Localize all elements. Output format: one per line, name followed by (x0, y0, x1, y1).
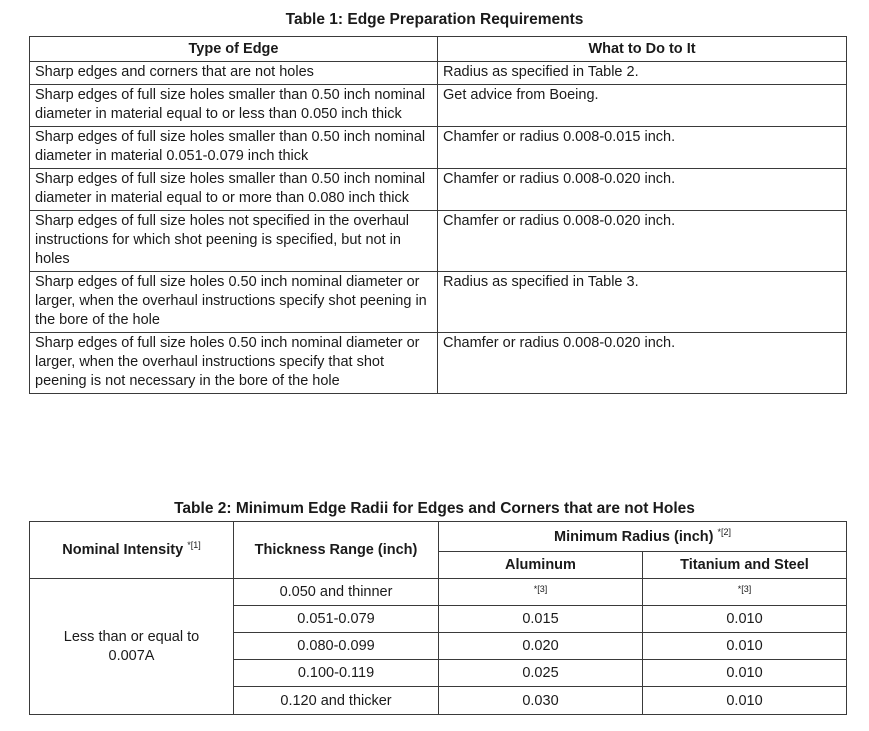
col-header-intensity (30, 522, 234, 579)
footnote-ref: *[1] (187, 540, 201, 550)
edge-type-cell: Sharp edges of full size holes 0.50 inch nominal diameter or larger, when the overhaul instructions specify that shot peening is not necessary in the bore of the hole (30, 333, 438, 394)
action-cell: Radius as specified in Table 2. (438, 62, 847, 85)
col-header-min-radius (439, 522, 847, 552)
intensity-value: Less than or equal to 0.007A (63, 628, 200, 664)
min-radius-header-label: Minimum Radius (inch) (553, 528, 714, 545)
edge-type-cell: Sharp edges of full size holes not specified in the overhaul instructions for which shot peening is specified, but not in holes (30, 211, 438, 272)
table-row (30, 127, 847, 169)
footnote-ref: *[2] (717, 526, 732, 537)
table-row (30, 272, 847, 333)
edge-type-cell: Sharp edges of full size holes 0.50 inch nominal diameter or larger, when the overhaul instructions specify shot peening in the bore of the hole (30, 272, 438, 333)
action-cell: Chamfer or radius 0.008-0.020 inch. (438, 169, 847, 211)
table-row (30, 579, 847, 606)
table-row (30, 85, 847, 127)
edge-type-cell: Sharp edges of full size holes smaller than 0.50 inch nominal diameter in material 0.051-0.079 inch thick (30, 127, 438, 169)
action-cell: Get advice from Boeing. (438, 85, 847, 127)
col-header-thickness: Thickness Range (inch) (234, 522, 439, 579)
table-header-row (30, 37, 847, 62)
aluminum-cell: 0.030 (439, 687, 643, 715)
col-header-aluminum: Aluminum (439, 552, 643, 579)
thickness-cell: 0.120 and thicker (234, 687, 439, 715)
action-cell: Chamfer or radius 0.008-0.020 inch. (438, 211, 847, 272)
aluminum-cell: 0.020 (439, 633, 643, 660)
titanium-cell: 0.010 (643, 606, 847, 633)
col-header-action: What to Do to It (438, 37, 847, 62)
table1-caption: Table 1: Edge Preparation Requirements (285, 11, 584, 28)
aluminum-cell (439, 579, 643, 606)
intensity-header-label: Nominal Intensity (62, 542, 184, 558)
table-header-row (30, 522, 847, 552)
table-row (30, 333, 847, 394)
titanium-cell (643, 579, 847, 606)
edge-preparation-table (29, 36, 847, 394)
table2-caption: Table 2: Minimum Edge Radii for Edges and Corners that are not Holes (174, 500, 695, 517)
action-cell: Radius as specified in Table 3. (438, 272, 847, 333)
intensity-cell (30, 579, 234, 715)
thickness-cell: 0.080-0.099 (234, 633, 439, 660)
aluminum-cell: 0.025 (439, 660, 643, 687)
col-header-titanium: Titanium and Steel (643, 552, 847, 579)
action-cell: Chamfer or radius 0.008-0.020 inch. (438, 333, 847, 394)
edge-type-cell: Sharp edges of full size holes smaller than 0.50 inch nominal diameter in material equal to or less than 0.050 inch thick (30, 85, 438, 127)
footnote-ref: *[3] (533, 584, 548, 594)
aluminum-cell: 0.015 (439, 606, 643, 633)
thickness-cell: 0.050 and thinner (234, 579, 439, 606)
table-row (30, 169, 847, 211)
footnote-ref: *[3] (737, 584, 752, 594)
table-row (30, 62, 847, 85)
thickness-cell: 0.100-0.119 (234, 660, 439, 687)
edge-type-cell: Sharp edges of full size holes smaller than 0.50 inch nominal diameter in material equal to or more than 0.080 inch thick (30, 169, 438, 211)
thickness-cell: 0.051-0.079 (234, 606, 439, 633)
titanium-cell: 0.010 (643, 633, 847, 660)
titanium-cell: 0.010 (643, 660, 847, 687)
edge-type-cell: Sharp edges and corners that are not holes (30, 62, 438, 85)
titanium-cell: 0.010 (643, 687, 847, 715)
action-cell: Chamfer or radius 0.008-0.015 inch. (438, 127, 847, 169)
min-edge-radii-table (29, 521, 847, 715)
table-row (30, 211, 847, 272)
col-header-type: Type of Edge (30, 37, 438, 62)
